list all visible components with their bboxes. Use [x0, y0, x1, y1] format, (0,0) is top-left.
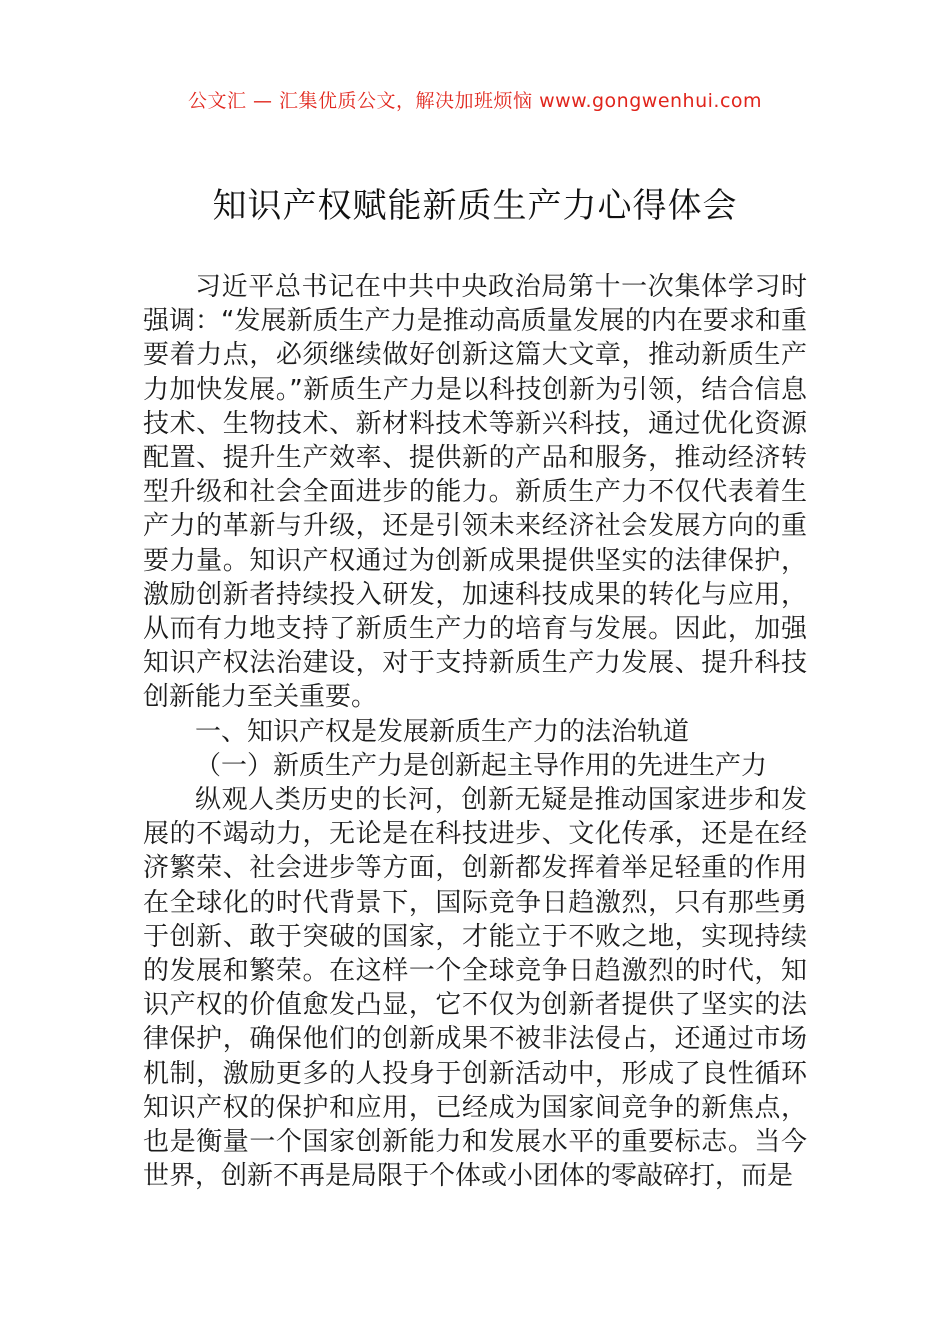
- paragraph-innovation: 纵观人类历史的长河，创新无疑是推动国家进步和发展的不竭动力，无论是在科技进步、文化传承，还是在经济繁荣、社会进步等方面，创新都发挥着举足轻重的作用在全球化的时代背景下，国际竞争日趋激烈，只有那些勇于创新、敢于突破的国家，才能立于不败之地，实现持续的发展和繁荣。在这样一个全球竞争日趋激烈的时代，知识产权的价值愈发凸显，它不仅为创新者提供了坚实的法律保护，确保他们的创新成果不被非法侵占，还通过市场机制，激励更多的人投身于创新活动中，形成了良性循环知识产权的保护和应用，已经成为国家间竞争的新焦点，也是衡量一个国家创新能力和发展水平的重要标志。当今世界，创新不再是局限于个体或小团体的零敲碎打，而是: [143, 785, 807, 1192]
- document-body: [143, 270, 807, 1193]
- section-heading-1: 一、知识产权是发展新质生产力的法治轨道: [195, 716, 690, 747]
- subsection-heading-1: （一）新质生产力是创新起主导作用的先进生产力: [195, 750, 768, 781]
- document-title: 知识产权赋能新质生产力心得体会: [212, 186, 738, 226]
- site-banner: 公文汇 — 汇集优质公文，解决加班烦恼 www.gongwenhui.com: [187, 90, 763, 112]
- paragraph-intro: 习近平总书记在中共中央政治局第十一次集体学习时强调：“发展新质生产力是推动高质量发展的内在要求和重要着力点，必须继续做好创新这篇大文章，推动新质生产力加快发展。”新质生产力是以科技创新为引领，结合信息技术、生物技术、新材料技术等新兴科技，通过优化资源配置、提升生产效率、提供新的产品和服务，推动经济转型升级和社会全面进步的能力。新质生产力不仅代表着生产力的革新与升级，还是引领未来经济社会发展方向的重要力量。知识产权通过为创新成果提供坚实的法律保护，激励创新者持续投入研发，加速科技成果的转化与应用，从而有力地支持了新质生产力的培育与发展。因此，加强知识产权法治建设，对于支持新质生产力发展、提升科技创新能力至关重要。: [143, 272, 807, 713]
